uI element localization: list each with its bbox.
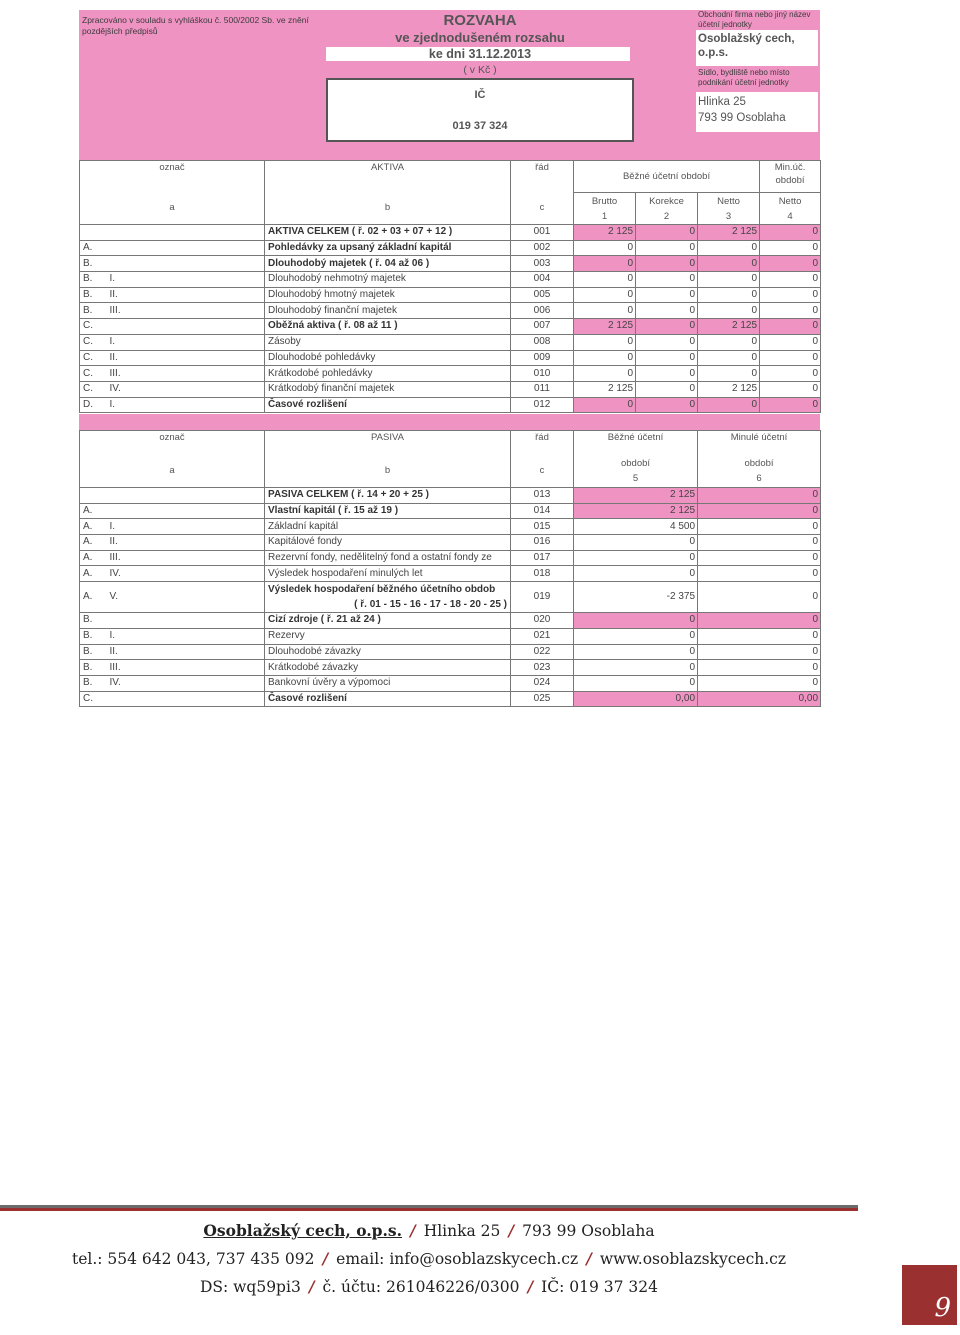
footer-account: č. účtu: 261046226/0300 xyxy=(322,1278,520,1296)
row-label: Dlouhodobý finanční majetek xyxy=(265,303,511,319)
row-label: Krátkodobý finanční majetek xyxy=(265,381,511,397)
row-korekce: 0 xyxy=(636,350,698,366)
footer-street: Hlinka 25 xyxy=(423,1222,501,1240)
liabilities-row xyxy=(80,660,821,676)
row-a1: B. xyxy=(80,272,107,288)
row-a1: A. xyxy=(80,240,107,256)
row-label: Krátkodobé pohledávky xyxy=(265,366,511,382)
row-label-line-1: Výsledek hospodaření běžného účetního obdob xyxy=(268,584,496,596)
ic-value: 019 37 324 xyxy=(452,120,508,132)
row-a1: B. xyxy=(80,287,107,303)
row-korekce: 0 xyxy=(636,287,698,303)
seat-city: 793 99 Osoblaha xyxy=(698,112,786,124)
footer-org: Osoblažský cech, o.p.s. xyxy=(203,1221,403,1240)
row-code: 009 xyxy=(511,350,574,366)
row-previous: 0,00 xyxy=(698,691,821,707)
page-number: 9 xyxy=(934,1293,951,1323)
footer-rule-accent xyxy=(0,1208,858,1211)
row-brutto: 0 xyxy=(574,287,636,303)
row-current: 0,00 xyxy=(574,691,698,707)
row-label: Rezervní fondy, nedělitelný fond a ostatní fondy ze xyxy=(265,550,511,566)
liab-head-row-2: a b c období 5 období 6 xyxy=(80,455,821,488)
row-a2: I. xyxy=(107,272,265,288)
row-netto: 0 xyxy=(698,240,760,256)
row-a1 xyxy=(80,488,107,504)
row-netto-prev: 0 xyxy=(760,397,821,413)
row-netto-prev: 0 xyxy=(760,225,821,241)
row-brutto: 2 125 xyxy=(574,319,636,335)
row-a2 xyxy=(107,488,265,504)
row-previous: 0 xyxy=(698,503,821,519)
row-brutto: 0 xyxy=(574,240,636,256)
row-current: -2 375 xyxy=(574,582,698,613)
row-netto-prev: 0 xyxy=(760,350,821,366)
row-netto: 2 125 xyxy=(698,319,760,335)
row-a1: C. xyxy=(80,366,107,382)
row-code: 010 xyxy=(511,366,574,382)
row-a2 xyxy=(107,256,265,272)
row-code: 003 xyxy=(511,256,574,272)
row-code: 008 xyxy=(511,334,574,350)
row-code: 020 xyxy=(511,613,574,629)
row-label: Vlastní kapitál ( ř. 15 až 19 ) xyxy=(265,503,511,519)
row-code: 014 xyxy=(511,503,574,519)
row-a1: C. xyxy=(80,334,107,350)
row-code: 016 xyxy=(511,535,574,551)
liabilities-row xyxy=(80,566,821,582)
page-title: ROZVAHA xyxy=(443,12,517,29)
row-current: 0 xyxy=(574,628,698,644)
row-a2: III. xyxy=(107,303,265,319)
row-brutto: 0 xyxy=(574,334,636,350)
footer-city: 793 99 Osoblaha xyxy=(522,1222,655,1240)
row-netto: 0 xyxy=(698,397,760,413)
row-a1: A. xyxy=(80,519,107,535)
row-netto: 0 xyxy=(698,366,760,382)
row-a2 xyxy=(107,225,265,241)
row-a2: I. xyxy=(107,397,265,413)
row-a1: A. xyxy=(80,550,107,566)
row-label: Oběžná aktiva ( ř. 08 až 11 ) xyxy=(265,319,511,335)
row-netto-prev: 0 xyxy=(760,319,821,335)
row-brutto: 0 xyxy=(574,397,636,413)
row-previous: 0 xyxy=(698,628,821,644)
assets-row xyxy=(80,381,821,397)
row-label xyxy=(265,582,511,613)
row-current: 0 xyxy=(574,550,698,566)
row-netto: 0 xyxy=(698,334,760,350)
page-subtitle: ve zjednodušeném rozsahu xyxy=(395,30,565,45)
row-a2: II. xyxy=(107,287,265,303)
row-a2: I. xyxy=(107,628,265,644)
row-a2 xyxy=(107,240,265,256)
row-a2 xyxy=(107,319,265,335)
assets-head-row-1 xyxy=(80,161,821,193)
row-netto-prev: 0 xyxy=(760,381,821,397)
row-label: Časové rozlišení xyxy=(265,691,511,707)
row-netto-prev: 0 xyxy=(760,334,821,350)
assets-row xyxy=(80,287,821,303)
assets-row xyxy=(80,256,821,272)
liabilities-row xyxy=(80,644,821,660)
ic-label: IČ xyxy=(474,89,486,101)
assets-row xyxy=(80,366,821,382)
row-code: 001 xyxy=(511,225,574,241)
row-netto: 2 125 xyxy=(698,381,760,397)
row-label: Kapitálové fondy xyxy=(265,535,511,551)
row-a1: B. xyxy=(80,613,107,629)
footer-web[interactable]: www.osoblazskycech.cz xyxy=(599,1250,787,1268)
row-a1: B. xyxy=(80,644,107,660)
row-current: 2 125 xyxy=(574,488,698,504)
liabilities-row xyxy=(80,675,821,691)
row-brutto: 0 xyxy=(574,350,636,366)
section-divider xyxy=(79,414,820,430)
assets-table xyxy=(79,160,821,413)
row-korekce: 0 xyxy=(636,303,698,319)
row-code: 012 xyxy=(511,397,574,413)
row-code: 019 xyxy=(511,582,574,613)
row-label: Základní kapitál xyxy=(265,519,511,535)
row-code: 018 xyxy=(511,566,574,582)
row-previous: 0 xyxy=(698,644,821,660)
row-previous: 0 xyxy=(698,519,821,535)
row-code: 005 xyxy=(511,287,574,303)
row-a1: B. xyxy=(80,675,107,691)
liab-head-row-1: označ PASIVA řád Běžné účetní Minulé účetní xyxy=(80,431,821,455)
balance-sheet-form xyxy=(79,10,820,702)
footer-email[interactable]: email: info@osoblazskycech.cz xyxy=(336,1250,579,1268)
firm-name: Osoblažský cech, o.p.s. xyxy=(698,33,795,59)
row-label: Krátkodobé závazky xyxy=(265,660,511,676)
aktiva-header: AKTIVA xyxy=(265,161,511,193)
assets-row xyxy=(80,334,821,350)
currency-note: ( v Kč ) xyxy=(463,64,497,76)
row-a1: B. xyxy=(80,628,107,644)
row-korekce: 0 xyxy=(636,366,698,382)
row-previous: 0 xyxy=(698,566,821,582)
row-label: AKTIVA CELKEM ( ř. 02 + 03 + 07 + 12 ) xyxy=(265,225,511,241)
row-previous: 0 xyxy=(698,550,821,566)
row-a2: I. xyxy=(107,334,265,350)
liabilities-row xyxy=(80,488,821,504)
row-brutto: 0 xyxy=(574,366,636,382)
row-netto-prev: 0 xyxy=(760,272,821,288)
row-korekce: 0 xyxy=(636,225,698,241)
assets-row xyxy=(80,319,821,335)
row-current: 0 xyxy=(574,535,698,551)
row-code: 011 xyxy=(511,381,574,397)
row-a1: B. xyxy=(80,256,107,272)
row-label: Cizí zdroje ( ř. 21 až 24 ) xyxy=(265,613,511,629)
row-code: 007 xyxy=(511,319,574,335)
row-a2: II. xyxy=(107,350,265,366)
row-a1: B. xyxy=(80,303,107,319)
assets-row xyxy=(80,240,821,256)
row-label: Pohledávky za upsaný základní kapitál xyxy=(265,240,511,256)
row-netto-prev: 0 xyxy=(760,256,821,272)
row-previous: 0 xyxy=(698,613,821,629)
row-a1: A. xyxy=(80,582,107,613)
row-netto: 0 xyxy=(698,256,760,272)
row-netto-prev: 0 xyxy=(760,240,821,256)
row-a1 xyxy=(80,225,107,241)
assets-row xyxy=(80,397,821,413)
row-current: 0 xyxy=(574,660,698,676)
row-korekce: 0 xyxy=(636,381,698,397)
row-a2: III. xyxy=(107,366,265,382)
page-number-box xyxy=(902,1265,957,1325)
row-code: 015 xyxy=(511,519,574,535)
row-code: 025 xyxy=(511,691,574,707)
row-brutto: 0 xyxy=(574,256,636,272)
row-label-line-2: ( ř. 01 - 15 - 16 - 17 - 18 - 20 - 25 ) xyxy=(354,599,508,611)
row-netto: 2 125 xyxy=(698,225,760,241)
row-korekce: 0 xyxy=(636,240,698,256)
row-label: Rezervy xyxy=(265,628,511,644)
row-a1: A. xyxy=(80,503,107,519)
row-a1: B. xyxy=(80,660,107,676)
row-current: 0 xyxy=(574,675,698,691)
row-a2 xyxy=(107,503,265,519)
row-a1: C. xyxy=(80,381,107,397)
row-code: 013 xyxy=(511,488,574,504)
row-a1: C. xyxy=(80,319,107,335)
row-a2: III. xyxy=(107,660,265,676)
row-korekce: 0 xyxy=(636,334,698,350)
liabilities-row xyxy=(80,503,821,519)
row-code: 023 xyxy=(511,660,574,676)
assets-row xyxy=(80,303,821,319)
row-previous: 0 xyxy=(698,660,821,676)
liabilities-row xyxy=(80,691,821,707)
row-label: Bankovní úvěry a výpomoci xyxy=(265,675,511,691)
liabilities-row xyxy=(80,582,821,613)
row-brutto: 0 xyxy=(574,303,636,319)
assets-row xyxy=(80,272,821,288)
assets-head-row-2: a b c Brutto 1 Korekce 2 Netto 3 Netto 4 xyxy=(80,193,821,225)
footer-line-2: tel.: 554 642 043, 737 435 092 / email: info@osoblazskycech.cz / www.osoblazskycech.cz xyxy=(71,1249,787,1268)
liabilities-row xyxy=(80,535,821,551)
current-period-header: Běžné účetní období xyxy=(574,161,760,193)
footer-phone: tel.: 554 642 043, 737 435 092 xyxy=(71,1250,315,1268)
assets-row xyxy=(80,225,821,241)
liabilities-table xyxy=(79,430,821,707)
row-a2: IV. xyxy=(107,566,265,582)
row-netto-prev: 0 xyxy=(760,366,821,382)
row-code: 021 xyxy=(511,628,574,644)
seat-street: Hlinka 25 xyxy=(698,96,746,108)
liabilities-row xyxy=(80,519,821,535)
footer-ds: DS: wq59pi3 xyxy=(199,1278,301,1296)
row-a2: IV. xyxy=(107,675,265,691)
title-box xyxy=(324,10,636,156)
row-brutto: 2 125 xyxy=(574,225,636,241)
row-korekce: 0 xyxy=(636,272,698,288)
row-current: 2 125 xyxy=(574,503,698,519)
row-previous: 0 xyxy=(698,582,821,613)
row-previous: 0 xyxy=(698,535,821,551)
row-korekce: 0 xyxy=(636,397,698,413)
footer-line-3: DS: wq59pi3 / č. účtu: 261046226/0300 / IČ: 019 37 324 xyxy=(199,1277,659,1296)
legal-note: Zpracováno v souladu s vyhláškou č. 500/2002 Sb. ve znění pozdějších předpisů xyxy=(82,15,309,36)
row-a2: I. xyxy=(107,519,265,535)
row-netto: 0 xyxy=(698,303,760,319)
row-label: Zásoby xyxy=(265,334,511,350)
row-korekce: 0 xyxy=(636,319,698,335)
row-label: Dlouhodobý hmotný majetek xyxy=(265,287,511,303)
row-label: PASIVA CELKEM ( ř. 14 + 20 + 25 ) xyxy=(265,488,511,504)
row-netto: 0 xyxy=(698,287,760,303)
row-label: Dlouhodobý majetek ( ř. 04 až 06 ) xyxy=(265,256,511,272)
row-code: 006 xyxy=(511,303,574,319)
liabilities-row xyxy=(80,628,821,644)
liabilities-row xyxy=(80,613,821,629)
row-label: Dlouhodobý nehmotný majetek xyxy=(265,272,511,288)
row-current: 0 xyxy=(574,566,698,582)
row-label: Výsledek hospodaření minulých let xyxy=(265,566,511,582)
row-brutto: 0 xyxy=(574,272,636,288)
row-brutto: 2 125 xyxy=(574,381,636,397)
row-a1: C. xyxy=(80,691,107,707)
assets-row xyxy=(80,350,821,366)
row-current: 0 xyxy=(574,613,698,629)
date-line: ke dni 31.12.2013 xyxy=(428,47,532,61)
row-a1: A. xyxy=(80,566,107,582)
row-netto-prev: 0 xyxy=(760,303,821,319)
row-netto: 0 xyxy=(698,272,760,288)
row-netto-prev: 0 xyxy=(760,287,821,303)
row-korekce: 0 xyxy=(636,256,698,272)
liabilities-row xyxy=(80,550,821,566)
row-a1: A. xyxy=(80,535,107,551)
row-code: 002 xyxy=(511,240,574,256)
row-label: Dlouhodobé pohledávky xyxy=(265,350,511,366)
row-a2: II. xyxy=(107,644,265,660)
row-code: 004 xyxy=(511,272,574,288)
row-a2: V. xyxy=(107,582,265,613)
firm-label: Obchodní firma nebo jiný název účetní jednotky xyxy=(698,10,811,29)
row-a2: IV. xyxy=(107,381,265,397)
row-a1: D. xyxy=(80,397,107,413)
prev-period-header: Min.úč. období xyxy=(760,161,821,193)
row-previous: 0 xyxy=(698,488,821,504)
row-a2 xyxy=(107,613,265,629)
oznac-header: označ xyxy=(80,161,265,193)
row-label: Dlouhodobé závazky xyxy=(265,644,511,660)
row-a1: C. xyxy=(80,350,107,366)
footer-ic: IČ: 019 37 324 xyxy=(541,1278,659,1296)
row-netto: 0 xyxy=(698,350,760,366)
rad-header: řád xyxy=(511,161,574,193)
seat-label: Sídlo, bydliště nebo místo podnikání účetní jednotky xyxy=(698,68,790,87)
row-a2: III. xyxy=(107,550,265,566)
row-a2 xyxy=(107,691,265,707)
row-current: 0 xyxy=(574,644,698,660)
row-code: 024 xyxy=(511,675,574,691)
row-label: Časové rozlišení xyxy=(265,397,511,413)
row-current: 4 500 xyxy=(574,519,698,535)
row-a2: II. xyxy=(107,535,265,551)
row-code: 017 xyxy=(511,550,574,566)
footer-line-1: Osoblažský cech, o.p.s. / Hlinka 25 / 793 99 Osoblaha xyxy=(203,1221,655,1240)
row-code: 022 xyxy=(511,644,574,660)
row-previous: 0 xyxy=(698,675,821,691)
